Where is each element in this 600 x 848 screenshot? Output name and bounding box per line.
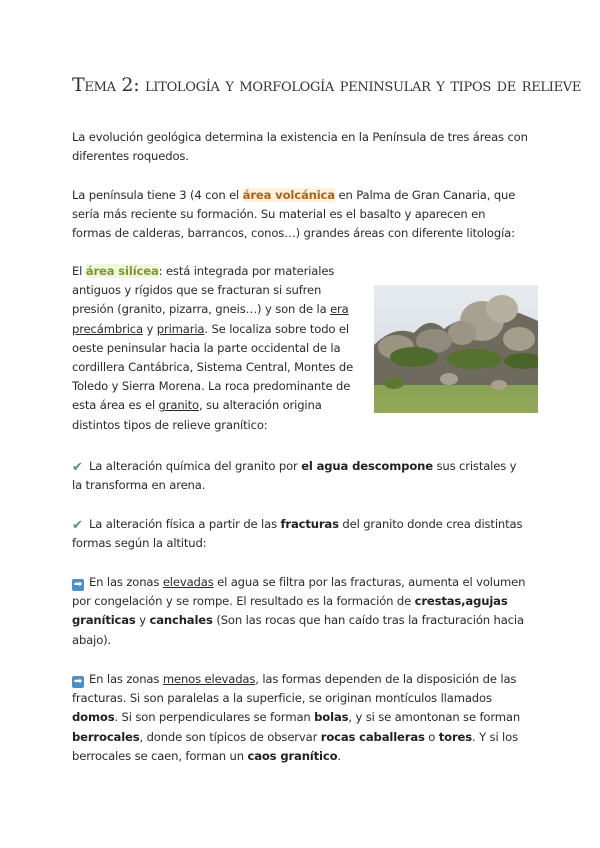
text: La alteración física a partir de las <box>89 517 281 531</box>
intro-text: La evolución geológica determina la existencia en la Península de tres áreas con diferentes roquedos. <box>72 130 528 164</box>
highlight-area-silicea: área silícea <box>85 264 159 278</box>
text: del granito donde crea distintas formas según la altitud: <box>72 517 523 551</box>
bold-term: tores <box>438 729 473 744</box>
fisica-paragraph <box>72 515 528 553</box>
text: y <box>142 321 157 336</box>
bold-term: rocas caballeras <box>320 729 425 744</box>
text: El <box>72 264 86 278</box>
bold-term: crestas,agujas graníticas <box>72 594 508 628</box>
text: En las zonas <box>89 672 163 686</box>
area-silicea-paragraph <box>72 262 364 435</box>
intro-paragraph <box>72 128 528 166</box>
check-mark-icon: ✔ <box>72 518 83 533</box>
underlined-primaria: primaria <box>156 321 205 336</box>
zonas-menos-elevadas-paragraph <box>72 670 528 766</box>
highlight-area-volcanica: área volcánica <box>242 188 335 202</box>
text: . Y si los berrocales se caen, forman un <box>72 729 518 763</box>
text: En las zonas <box>89 575 163 589</box>
underlined-term: menos elevadas <box>162 672 256 686</box>
text: . Se localiza sobre todo el oeste peninsular hacia la parte occidental de la cordillera Cantábrica, Sistema Central, Montes de Toledo y Sierra Morena. La roca predominante de esta área es el <box>72 321 354 413</box>
bold-term: el agua descompone <box>301 459 433 473</box>
bold-term: berrocales <box>72 729 140 744</box>
text: . Si son perpendiculares se forman <box>114 710 315 725</box>
text: , su alteración origina distintos tipos de relieve granítico: <box>72 398 322 432</box>
bold-term: caos granítico <box>247 748 338 763</box>
text: , y si se amontonan se forman <box>348 710 521 725</box>
quimica-paragraph <box>72 457 528 495</box>
text: . <box>337 748 341 763</box>
bold-term: fracturas <box>280 517 339 531</box>
right-arrow-icon: ➡ <box>73 676 83 687</box>
granite-landscape-photo <box>374 285 538 413</box>
text: (Son las rocas que han caído tras la fracturación hacia abajo). <box>72 613 524 647</box>
check-mark-icon: ✔ <box>72 460 83 475</box>
text: La península tiene 3 (4 con el <box>72 188 243 202</box>
zonas-elevadas-paragraph <box>72 573 528 650</box>
text: , las formas dependen de la disposición de las fracturas. Si son paralelas a la superficie, se originan montículos llamados <box>72 672 517 706</box>
bold-term: bolas <box>314 710 349 725</box>
bold-term: domos <box>72 710 115 725</box>
right-arrow-icon: ➡ <box>73 579 83 590</box>
text: sus cristales y la transforma en arena. <box>72 459 517 493</box>
text: y <box>135 613 150 628</box>
bold-term: canchales <box>149 613 213 628</box>
text: en Palma de Gran Canaria, que sería más reciente su formación. Su material es el basalto y aparecen en formas de calderas, barrancos, conos…) grandes áreas con diferente litología: <box>72 188 516 241</box>
text: o <box>424 729 439 744</box>
underlined-granito: granito <box>158 398 199 413</box>
text: : está integrada por materiales antiguos y rígidos que se fracturan si sufren presión (granito, pizarra, gneis…) y son de la <box>72 264 335 317</box>
page-title: Tema 2: litología y morfología peninsular y tipos de relieve <box>72 74 582 96</box>
underlined-term: elevadas <box>162 575 214 589</box>
text: La alteración química del granito por <box>89 459 302 473</box>
litologia-paragraph <box>72 186 528 244</box>
underlined-era-precambrica: era precámbrica <box>72 302 349 336</box>
text: el agua se filtra por las fracturas, aumenta el volumen por congelación y se rompe. El resultado es la formación de <box>72 575 526 609</box>
text: , donde son típicos de observar <box>139 729 321 744</box>
